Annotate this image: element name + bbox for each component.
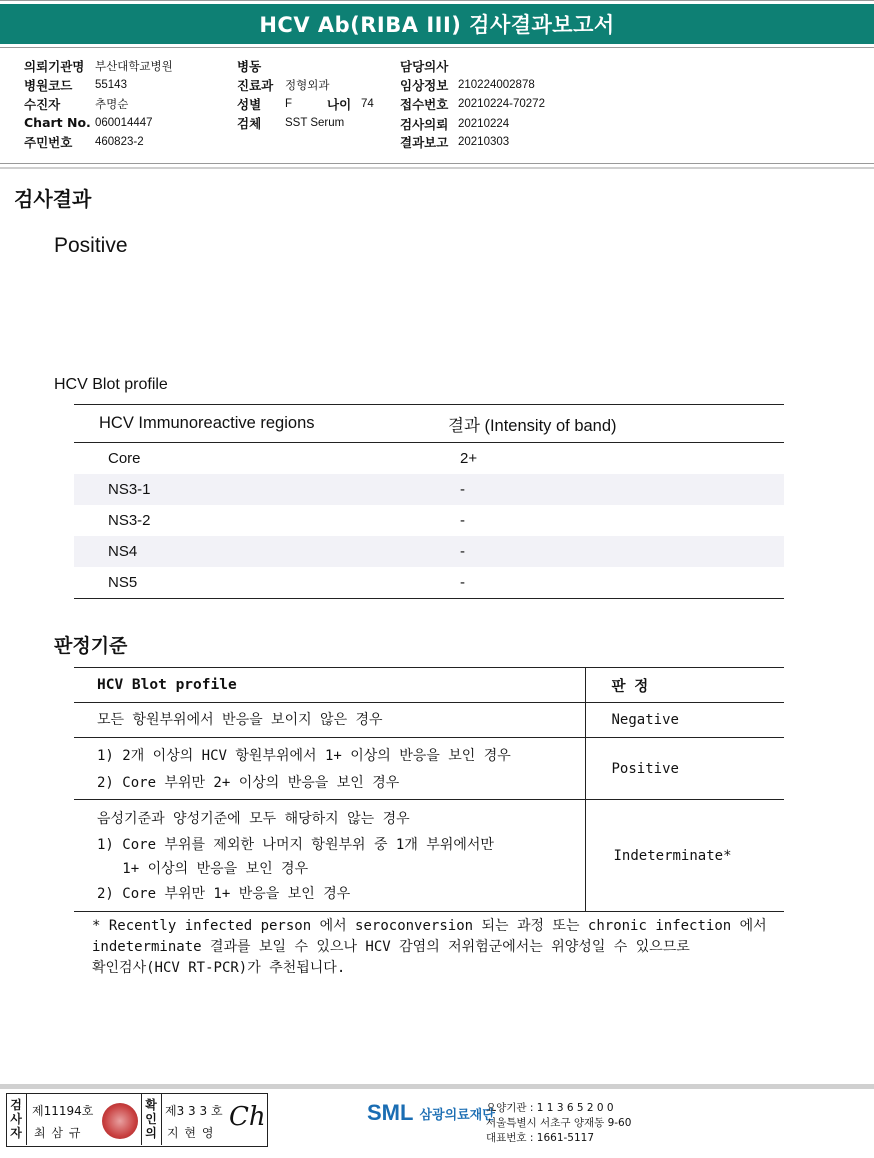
- logo-name: 삼광의료재단: [419, 1107, 495, 1123]
- info-request-date: 검사의뢰 20210224: [400, 117, 510, 132]
- table-row: NS3-1 -: [74, 474, 784, 505]
- info-receipt-no: 접수번호 20210224-70272: [400, 97, 545, 112]
- signature-box: [6, 1093, 268, 1147]
- info-institution: 의뢰기관명 부산대학교병원: [24, 59, 173, 74]
- confirmer-license: 제3 3 3 호: [165, 1104, 223, 1118]
- info-clinical: 임상정보 210224002878: [400, 78, 535, 93]
- inspector-label: 검사자: [10, 1098, 22, 1140]
- confirmer-label: 확인의: [145, 1098, 157, 1140]
- address-block: 요양기관 : 1 1 3 6 5 2 0 0 서울특별시 서초구 양재동 9-60 대표번호 : 1661-5117: [486, 1102, 632, 1144]
- criteria-table: [74, 667, 784, 912]
- confirmer-name: 지 현 영: [167, 1126, 215, 1140]
- report-title: HCV Ab(RIBA III) 검사결과보고서: [259, 13, 615, 37]
- title-bar: [0, 0, 874, 48]
- inspector-license: 제11194호: [32, 1104, 94, 1118]
- blot-caption: HCV Blot profile: [54, 376, 168, 393]
- info-resident-no: 주민번호 460823-2: [24, 135, 144, 150]
- patient-info-section: [0, 54, 874, 164]
- header-regions: HCV Immunoreactive regions: [99, 414, 315, 432]
- table-row: 음성기준과 양성기준에 모두 해당하지 않는 경우 1) Core 부위를 제외한 나머지 항원부위 중 1개 부위에서만 1+ 이상의 반응을 보인 경우 2) Core 부위만 1+ 반응을 보인 경우 Indeterminate*: [74, 800, 784, 912]
- info-ward: 병동: [237, 59, 262, 74]
- seal-stamp: [102, 1103, 138, 1139]
- table-row: NS4 -: [74, 536, 784, 567]
- blot-table-header: [74, 405, 784, 443]
- table-row: NS3-2 -: [108, 512, 465, 529]
- blot-table: [74, 404, 784, 599]
- info-chart-no: Chart No. 060014447: [24, 115, 153, 130]
- table-row: Core 2+: [108, 450, 478, 467]
- info-specimen: 검체 SST Serum: [237, 116, 345, 131]
- title-bar-background: [0, 4, 874, 44]
- info-doctor: 담당의사: [400, 59, 449, 74]
- sml-logo: [367, 1100, 495, 1126]
- table-row: 모든 항원부위에서 반응을 보이지 않은 경우 Negative: [74, 703, 784, 738]
- footnote: * Recently infected person 에서 seroconversion 되는 과정 또는 chronic infection 에서 indeterminate 결과를 보일 수 있으나 HCV 감염의 저위험군에서는 위양성일 수 있으므로 확인검사(HCV RT-PCR)가 추천됩니다.: [92, 918, 767, 976]
- result-value: Positive: [54, 234, 128, 257]
- signature: Ch: [229, 1102, 266, 1132]
- table-row: NS5 -: [108, 574, 465, 591]
- info-patient-name: 수진자 추명순: [24, 97, 129, 112]
- divider: [0, 167, 874, 169]
- info-report-date: 결과보고 20210303: [400, 135, 510, 150]
- footer-divider: [0, 1084, 874, 1089]
- table-row: 1) 2개 이상의 HCV 항원부위에서 1+ 이상의 반응을 보인 경우 2) Core 부위만 2+ 이상의 반응을 보인 경우 Positive: [74, 738, 784, 800]
- header-intensity: 결과 (Intensity of band): [448, 416, 617, 435]
- criteria-section-title: 판정기준: [54, 635, 128, 657]
- info-hospital-code: 병원코드 55143: [24, 78, 127, 93]
- logo-mark: SML: [367, 1100, 414, 1125]
- inspector-name: 최 삼 규: [34, 1126, 82, 1140]
- criteria-header-judgement: 판 정: [585, 668, 784, 703]
- info-department: 진료과 정형외과: [237, 78, 330, 93]
- info-sex: 성별 F 나이 74: [237, 97, 374, 112]
- criteria-header-row: [74, 668, 784, 703]
- result-section-title: 검사결과: [14, 187, 92, 211]
- criteria-header-profile: HCV Blot profile: [74, 668, 585, 703]
